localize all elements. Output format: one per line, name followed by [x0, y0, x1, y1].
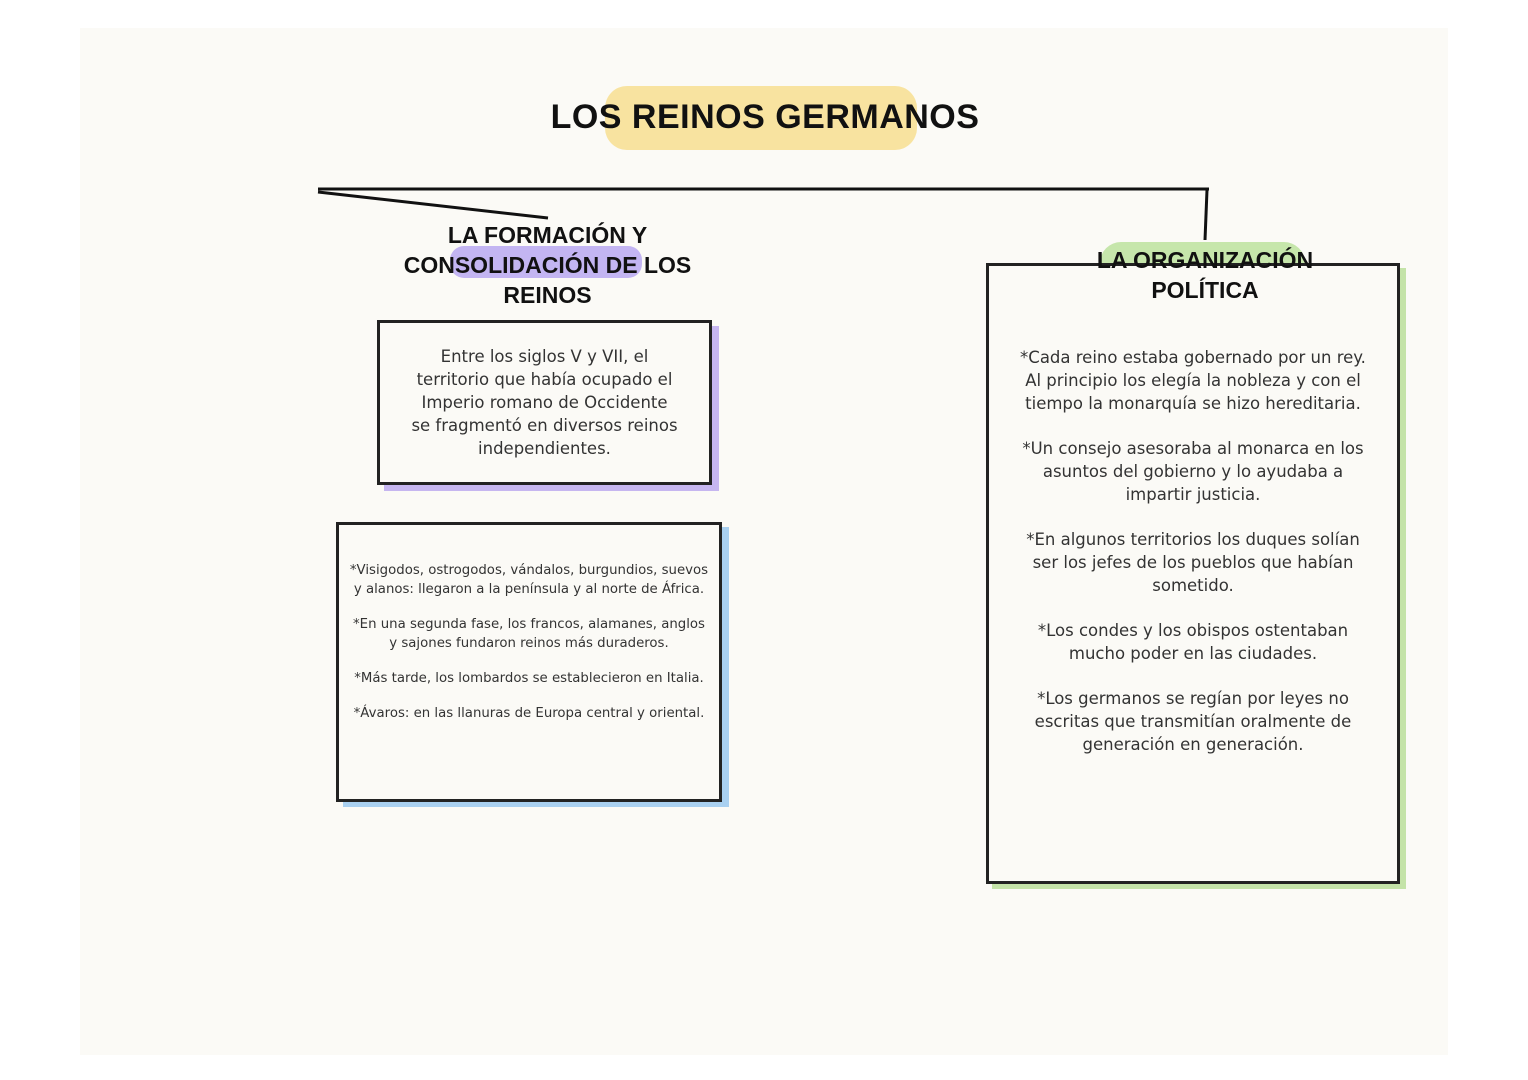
- list-item: *Cada reino estaba gobernado por un rey. Al principio los elegía la nobleza y con el tiempo la monarquía se hizo hereditaria.: [1020, 348, 1366, 413]
- list-item: *Los germanos se regían por leyes no escritas que transmitían oralmente de generación en generación.: [1034, 689, 1352, 754]
- summary-box: [377, 320, 712, 485]
- list-item: *Visigodos, ostrogodos, vándalos, burgundios, suevos y alanos: llegaron a la península y al norte de África.: [349, 563, 709, 597]
- list-item: *En algunos territorios los duques solían ser los jefes de los pueblos que habían sometido.: [1026, 530, 1360, 595]
- list-item: *Ávaros: en las llanuras de Europa central y oriental.: [353, 706, 705, 721]
- summary-text: Entre los siglos V y VII, el territorio que había ocupado el Imperio romano de Occidente se fragmentó en diversos reinos independientes.: [411, 347, 678, 458]
- left-branch-heading: LA FORMACIÓN Y CONSOLIDACIÓN DE LOS REINOS: [403, 222, 692, 308]
- peoples-box: [336, 522, 722, 802]
- list-item: *Un consejo asesoraba al monarca en los asuntos del gobierno y lo ayudaba a impartir justicia.: [1022, 439, 1364, 504]
- right-branch-heading: LA ORGANIZACIÓN POLÍTICA: [1096, 247, 1314, 303]
- page-title: LOS REINOS GERMANOS: [550, 98, 980, 136]
- right-connector: [1205, 190, 1207, 240]
- list-item: *Los condes y los obispos ostentaban mucho poder en las ciudades.: [1037, 621, 1349, 663]
- political-organization-box: [986, 263, 1400, 884]
- list-item: *Más tarde, los lombardos se establecieron en Italia.: [354, 671, 704, 686]
- left-connector: [318, 192, 548, 218]
- list-item: *En una segunda fase, los francos, alamanes, anglos y sajones fundaron reinos más duraderos.: [353, 617, 705, 651]
